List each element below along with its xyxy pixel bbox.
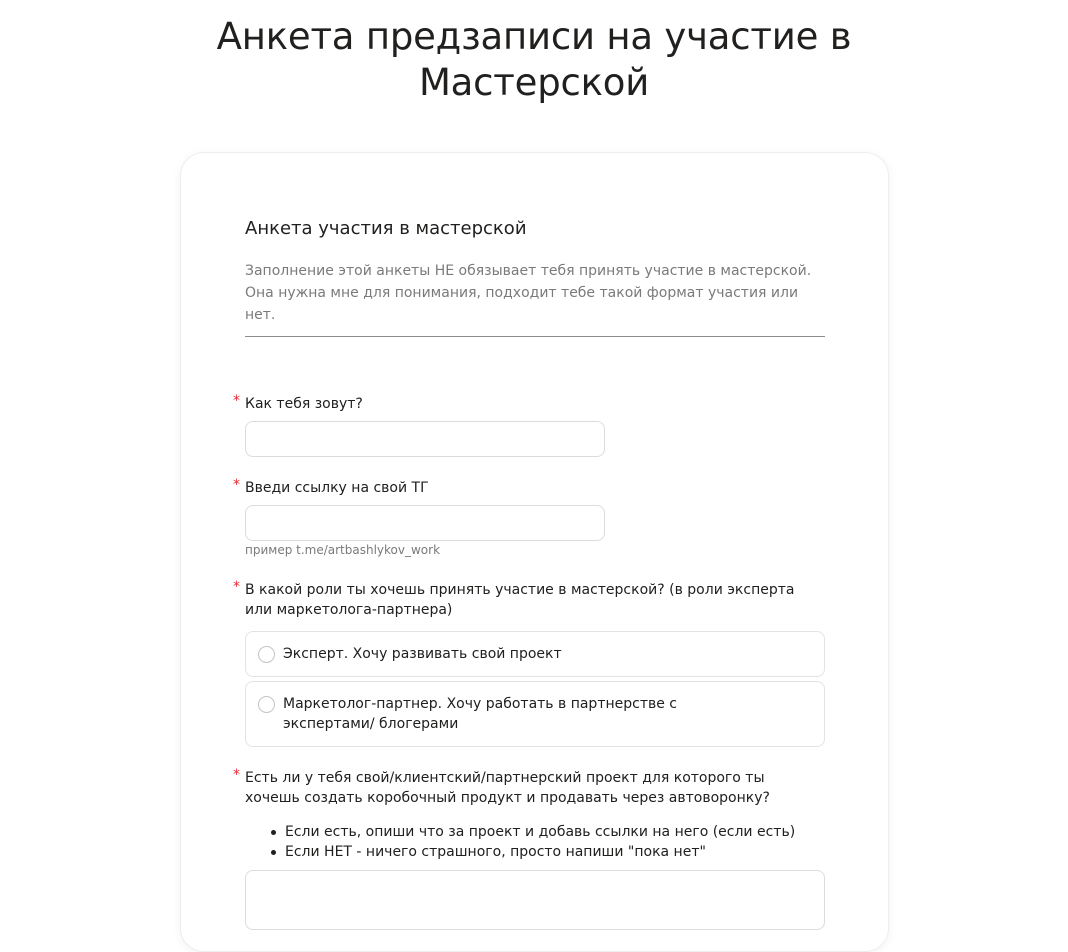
- section-title: Анкета участия в мастерской: [245, 218, 527, 239]
- telegram-link-input[interactable]: [245, 505, 605, 541]
- list-item: Если НЕТ - ничего страшного, просто напиши "пока нет": [271, 842, 811, 862]
- question-telegram-label: [233, 477, 825, 498]
- radio-option-marketer-label: Маркетолог-партнер. Хочу работать в партнерстве с экспертами/ блогерами: [283, 696, 677, 732]
- question-name-text: Как тебя зовут?: [245, 396, 363, 412]
- page-title-line-1: Анкета предзаписи на участие в: [216, 15, 852, 58]
- page-title: [0, 14, 1068, 106]
- radio-circle[interactable]: [258, 646, 275, 663]
- radio-option-expert[interactable]: [245, 631, 825, 677]
- question-project-label: [233, 767, 805, 808]
- question-project-text: Есть ли у тебя свой/клиентский/партнерский проект для которого ты хочешь создать коробочный продукт и продавать через автоворонку?: [245, 770, 770, 806]
- required-mark: *: [233, 393, 240, 409]
- form-card: [180, 152, 889, 952]
- radio-circle[interactable]: [258, 696, 275, 713]
- project-hints-list: [271, 822, 811, 862]
- section-description: Заполнение этой анкеты НЕ обязывает тебя принять участие в мастерской. Она нужна мне для понимания, подходит тебе такой формат участия или нет.: [245, 263, 812, 323]
- required-mark: *: [233, 579, 240, 595]
- page-title-line-2: Мастерской: [418, 61, 650, 104]
- question-name-label: [233, 393, 825, 414]
- required-mark: *: [233, 767, 240, 783]
- list-item: Если есть, опиши что за проект и добавь ссылки на него (если есть): [271, 822, 811, 842]
- telegram-hint: пример t.me/artbashlykov_work: [245, 543, 441, 557]
- question-telegram-text: Введи ссылку на свой ТГ: [245, 480, 429, 496]
- radio-option-expert-label: Эксперт. Хочу развивать свой проект: [283, 646, 562, 662]
- question-role-text: В какой роли ты хочешь принять участие в мастерской? (в роли эксперта или маркетолога-партнера): [245, 582, 795, 618]
- project-description-textarea[interactable]: [245, 870, 825, 930]
- required-mark: *: [233, 477, 240, 493]
- question-role-label: [233, 579, 805, 620]
- divider: [245, 336, 825, 337]
- radio-option-marketer[interactable]: [245, 681, 825, 747]
- name-input[interactable]: [245, 421, 605, 457]
